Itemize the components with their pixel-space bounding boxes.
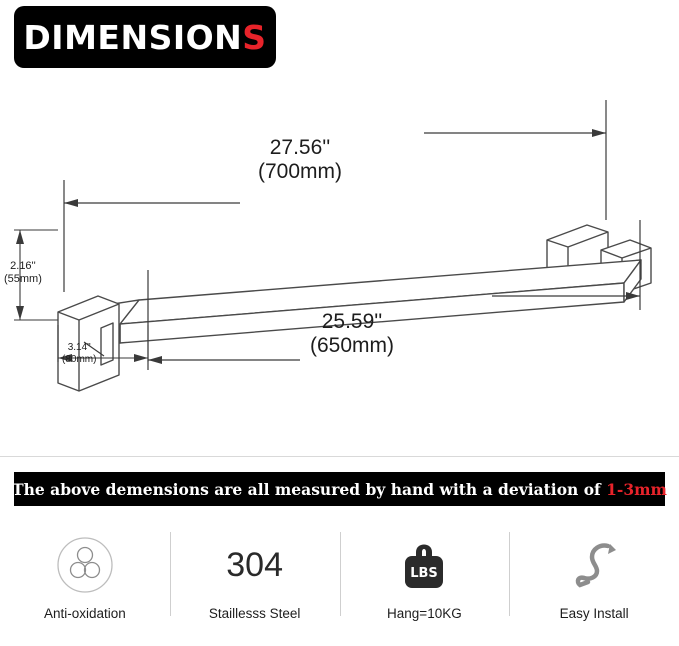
measurement-note-main: The above demensions are all measured by hand with a deviation of — [12, 479, 607, 499]
feature-stainless-steel — [170, 520, 340, 646]
kettlebell-label: LBS — [410, 566, 439, 581]
section-divider — [0, 456, 679, 457]
overall-length-inches: 27.56'' — [269, 136, 331, 159]
measurement-note — [12, 480, 667, 499]
height-label — [4, 260, 42, 285]
feature-anti-oxidation — [0, 520, 170, 646]
bar-length-label — [310, 310, 394, 358]
dimensions-title-badge — [14, 6, 276, 68]
depth-label — [62, 342, 96, 365]
feature-load-capacity — [340, 520, 510, 646]
feature-label: Staillesss Steel — [208, 606, 301, 621]
product-dimension-diagram — [0, 70, 679, 460]
arrow-left-top — [64, 199, 78, 207]
feature-easy-install — [509, 520, 679, 646]
towel-bar-drawing — [0, 70, 679, 460]
steel-grade-icon — [226, 534, 283, 596]
height-inches: 2.16'' — [10, 260, 36, 272]
bar-length-mm: (650mm) — [310, 334, 395, 358]
kettlebell-icon — [395, 534, 453, 596]
feature-label: Anti-oxidation — [43, 606, 126, 621]
height-mm: (55mm) — [4, 272, 42, 285]
measurement-note-accent: 1-3mm — [606, 479, 667, 499]
page-title — [23, 18, 266, 57]
bar-length-inches: 25.59'' — [321, 310, 383, 333]
overall-length-mm: (700mm) — [258, 160, 343, 184]
page-title-accent: S — [242, 17, 267, 57]
overall-length-label — [258, 136, 342, 184]
arrow-right-top — [592, 129, 606, 137]
feature-label: Easy Install — [559, 606, 629, 621]
page-title-main: DIMENSION — [23, 17, 243, 57]
depth-inches: 3.14" — [67, 342, 91, 353]
feature-label: Hang=10KG — [387, 606, 462, 621]
steel-grade-value: 304 — [226, 546, 283, 584]
molecule-icon — [53, 534, 117, 596]
wrench-icon — [564, 534, 624, 596]
feature-row — [0, 520, 679, 646]
measurement-note-banner — [14, 472, 665, 506]
depth-mm: (80mm) — [62, 353, 97, 365]
